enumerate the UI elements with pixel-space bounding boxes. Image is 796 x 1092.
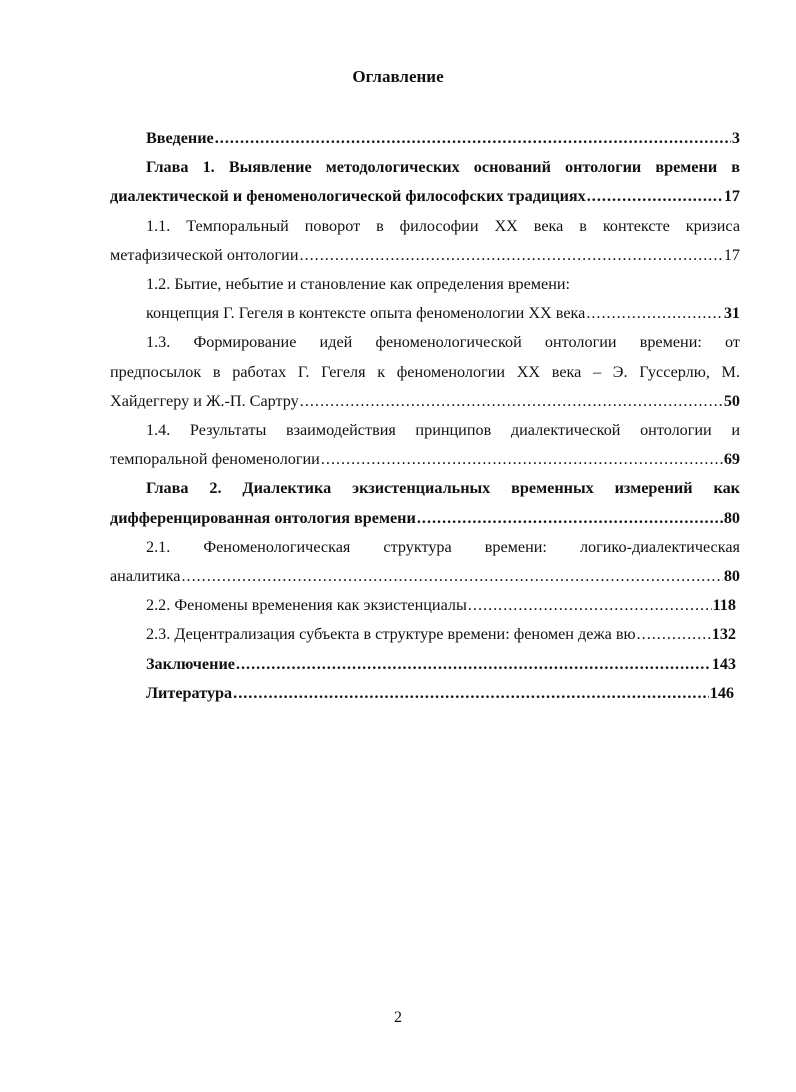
- toc-entry-introduction[interactable]: [110, 124, 740, 153]
- toc-entry-title-line-1: Глава 1. Выявление методологических оснований онтологии времени в: [146, 158, 740, 177]
- toc-entry-title-line-1: 1.4. Результаты взаимодействия принципов диалектической онтологии и: [146, 421, 740, 440]
- toc-entry-section-1-4[interactable]: [110, 416, 740, 474]
- toc-entry-page: 80: [723, 508, 740, 527]
- toc-entry-title: Введение: [146, 129, 214, 147]
- toc-entry-page: 132: [711, 625, 736, 644]
- toc-entry-title-line-1: Глава 2. Диалектика экзистенциальных временных измерений как: [146, 479, 740, 498]
- dot-leader: [215, 124, 731, 153]
- toc-entry-chapter-1[interactable]: [110, 153, 740, 211]
- toc-entry-title-line-2: предпосылок в работах Г. Гегеля к феноменологии XX века – Э. Гуссерлю, М.: [110, 362, 740, 381]
- toc-entry-conclusion[interactable]: [110, 650, 740, 679]
- toc-entry-section-2-1[interactable]: [110, 533, 740, 591]
- toc-entry-title-line-2: дифференцированная онтология времени: [110, 508, 416, 527]
- dot-leader: [637, 620, 711, 649]
- toc-entry-title-line-2: аналитика: [110, 567, 181, 586]
- toc-entry-section-2-2[interactable]: [110, 591, 740, 620]
- dot-leader: [417, 504, 723, 533]
- toc-entry-section-2-3[interactable]: [110, 620, 740, 649]
- table-of-contents: [110, 124, 740, 708]
- toc-entry-literature[interactable]: [110, 679, 740, 708]
- page-number: 2: [394, 1009, 402, 1026]
- dot-leader: [587, 182, 723, 211]
- toc-entry-page: 17: [723, 245, 740, 264]
- toc-entry-page: 17: [723, 187, 740, 206]
- toc-entry-page: 118: [712, 596, 736, 615]
- toc-entry-title-line-2: диалектической и феноменологической философских традициях: [110, 187, 586, 206]
- toc-entry-title-line-1: 1.1. Темпоральный поворот в философии XX века в контексте кризиса: [146, 216, 740, 235]
- toc-entry-title: 2.3. Децентрализация субъекта в структуре времени: феномен дежа вю: [146, 625, 636, 644]
- toc-entry-title-line-3: Хайдеггеру и Ж.-П. Сартру: [110, 391, 299, 410]
- dot-leader: [300, 387, 723, 416]
- toc-entry-section-1-1[interactable]: [110, 212, 740, 270]
- toc-entry-title-line-1: 1.2. Бытие, небытие и становление как определения времени:: [146, 275, 571, 294]
- dot-leader: [181, 562, 722, 591]
- toc-entry-page: 69: [723, 450, 740, 469]
- toc-entry-title-line-2: концепция Г. Гегеля в контексте опыта феноменологии XX века: [146, 304, 586, 323]
- dot-leader: [233, 679, 709, 708]
- toc-entry-page: 143: [711, 654, 736, 673]
- dot-leader: [236, 650, 711, 679]
- toc-entry-section-1-3[interactable]: [110, 328, 740, 416]
- toc-entry-title: 2.2. Феномены временения как экзистенциалы: [146, 596, 467, 615]
- dot-leader: [468, 591, 712, 620]
- toc-entry-title: Заключение: [146, 654, 235, 673]
- toc-entry-chapter-2[interactable]: [110, 474, 740, 532]
- dot-leader: [586, 299, 722, 328]
- toc-entry-page: 3: [731, 129, 740, 147]
- toc-entry-page: 146: [709, 683, 734, 702]
- toc-heading: Оглавление: [352, 67, 444, 86]
- toc-entry-page: 31: [723, 304, 740, 323]
- toc-entry-page: 80: [723, 567, 740, 586]
- toc-entry-title: Литература: [146, 683, 233, 702]
- dot-leader: [300, 241, 723, 270]
- toc-entry-title-line-2: метафизической онтологии: [110, 245, 299, 264]
- toc-entry-title-line-1: 1.3. Формирование идей феноменологической онтологии времени: от: [146, 333, 740, 352]
- toc-entry-page: 50: [723, 391, 740, 410]
- toc-entry-title-line-1: 2.1. Феноменологическая структура времени: логико-диалектическая: [146, 537, 740, 556]
- toc-entry-title-line-2: темпоральной феноменологии: [110, 450, 320, 469]
- toc-entry-section-1-2[interactable]: [110, 270, 740, 328]
- dot-leader: [321, 445, 723, 474]
